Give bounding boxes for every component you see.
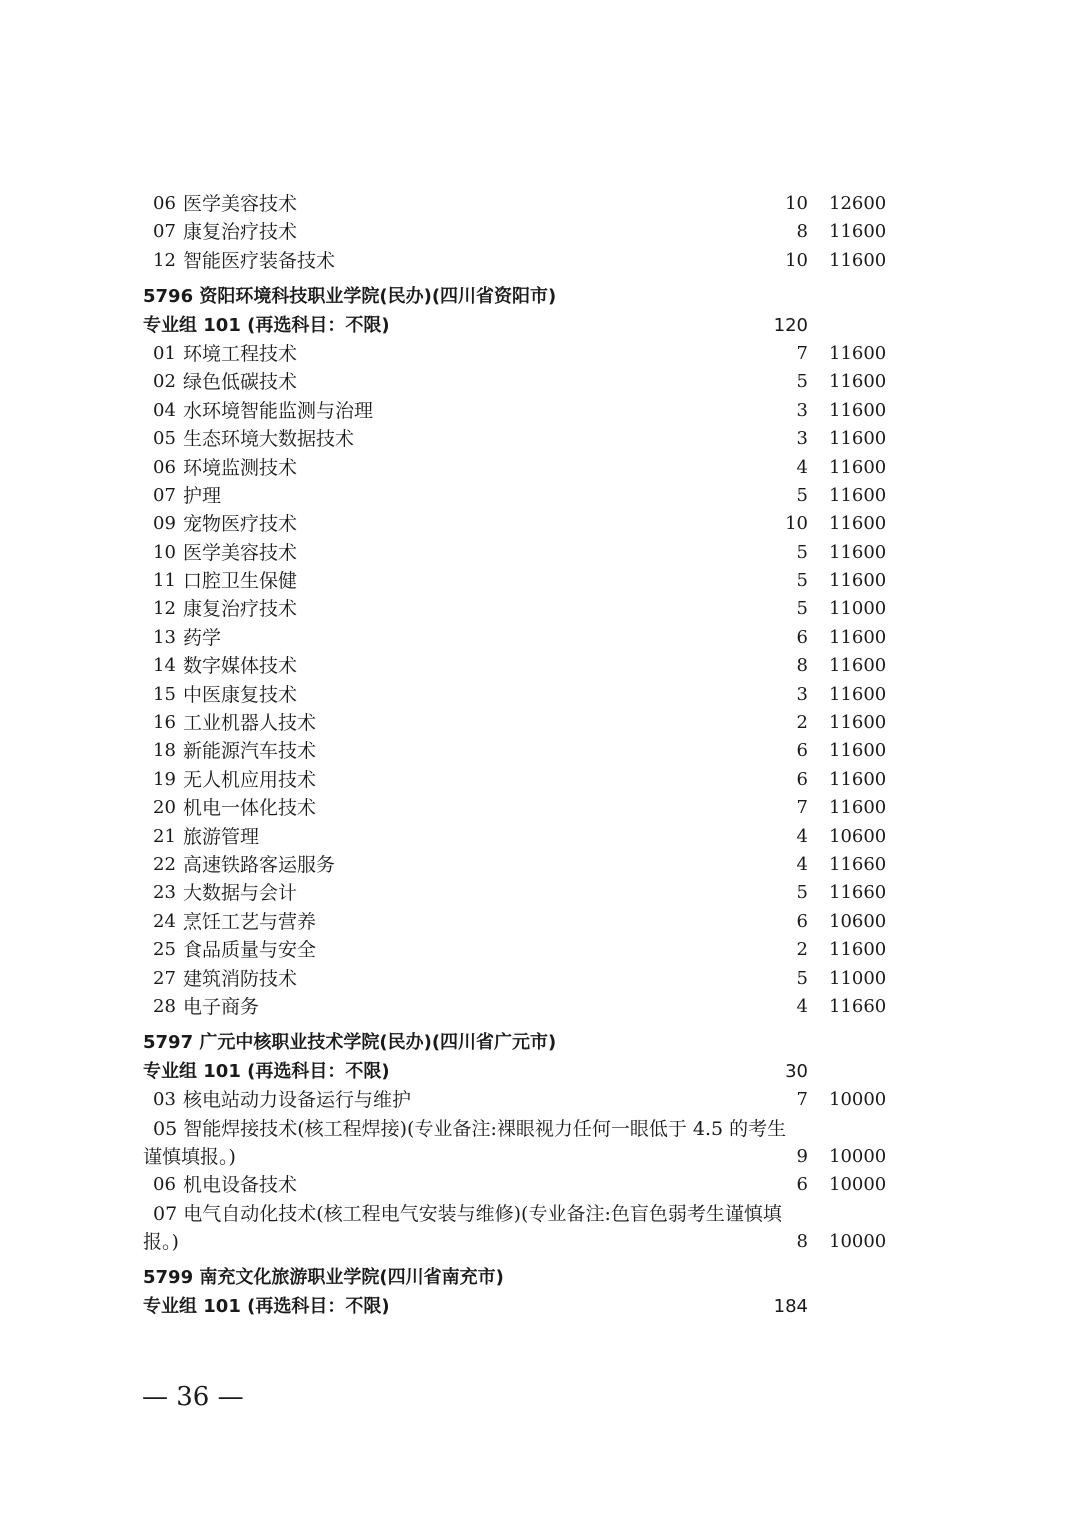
tuition-fee: 11600: [829, 249, 887, 271]
plan-count: 5: [796, 570, 808, 592]
plan-count: 3: [796, 428, 808, 450]
major-row: [0, 709, 1080, 737]
school-heading: [0, 1264, 1080, 1292]
major-row: [0, 936, 1080, 964]
tuition-fee: 10000: [829, 1231, 887, 1253]
tuition-fee: 11600: [829, 221, 887, 243]
tuition-fee: 11000: [829, 967, 887, 989]
major-row: [0, 1228, 1080, 1256]
tuition-fee: 11600: [829, 399, 887, 421]
tuition-fee: 11600: [829, 570, 887, 592]
tuition-fee: 11600: [829, 541, 887, 563]
major-code: 16: [153, 712, 176, 734]
tuition-fee: 11600: [829, 342, 887, 364]
major-name: 烹饪工艺与营养: [183, 910, 317, 933]
major-code: 06: [153, 456, 176, 478]
tuition-fee: 11600: [829, 513, 887, 535]
major-code: 19: [153, 768, 176, 790]
plan-count: 3: [796, 399, 808, 421]
document-body: [0, 190, 1080, 1321]
major-code: 06: [153, 1174, 176, 1196]
tuition-fee: 11600: [829, 939, 887, 961]
major-name: 生态环境大数据技术: [183, 428, 355, 451]
major-name: 电子商务: [183, 995, 260, 1018]
major-code: 27: [153, 967, 176, 989]
major-name: 无人机应用技术: [183, 768, 317, 791]
major-row: [0, 879, 1080, 907]
major-row: [0, 624, 1080, 652]
major-row: [0, 340, 1080, 368]
major-name: 医学美容技术: [183, 541, 298, 564]
major-name-line: 07 电气自动化技术(核工程电气安装与维修)(专业备注:色盲色弱考生谨慎填: [153, 1202, 782, 1225]
major-name: 康复治疗技术: [183, 221, 298, 244]
major-code: 04: [153, 399, 176, 421]
major-code: 25: [153, 939, 176, 961]
major-row: [0, 190, 1080, 218]
plan-count: 7: [796, 1089, 808, 1111]
tuition-fee: 11000: [829, 598, 887, 620]
major-code: 12: [153, 249, 176, 271]
major-row: [0, 595, 1080, 623]
major-code: 11: [153, 570, 176, 592]
major-name-continued: 谨慎填报。): [143, 1145, 236, 1168]
plan-count: 7: [796, 342, 808, 364]
group-label: 专业组 101 (再选科目：不限): [143, 314, 390, 336]
group-count: 120: [773, 314, 808, 336]
major-code: 21: [153, 825, 176, 847]
tuition-fee: 11600: [829, 655, 887, 677]
tuition-fee: 11600: [829, 456, 887, 478]
plan-count: 5: [796, 484, 808, 506]
major-row: [0, 681, 1080, 709]
major-name: 环境工程技术: [183, 342, 298, 365]
major-row: [0, 766, 1080, 794]
major-name: 药学: [183, 626, 222, 649]
plan-count: 8: [796, 655, 808, 677]
major-row: [0, 1115, 1080, 1143]
tuition-fee: 10000: [829, 1174, 887, 1196]
major-code: 07: [153, 221, 176, 243]
major-code: 22: [153, 853, 176, 875]
plan-count: 7: [796, 797, 808, 819]
school-name: 5797 广元中核职业技术学院(民办)(四川省广元市): [143, 1032, 557, 1054]
plan-count: 8: [796, 221, 808, 243]
major-code: 14: [153, 655, 176, 677]
plan-count: 6: [796, 740, 808, 762]
major-name: 新能源汽车技术: [183, 740, 317, 763]
plan-count: 6: [796, 910, 808, 932]
major-code: 20: [153, 797, 176, 819]
tuition-fee: 11660: [829, 853, 887, 875]
major-name: 数字媒体技术: [183, 655, 298, 678]
major-name: 环境监测技术: [183, 456, 298, 479]
major-code: 23: [153, 882, 176, 904]
plan-count: 4: [796, 456, 808, 478]
tuition-fee: 10600: [829, 910, 887, 932]
major-row: [0, 823, 1080, 851]
plan-count: 3: [796, 683, 808, 705]
tuition-fee: 11600: [829, 683, 887, 705]
major-name: 机电一体化技术: [183, 797, 317, 820]
major-code: 02: [153, 371, 176, 393]
major-row: [0, 539, 1080, 567]
major-name: 大数据与会计: [183, 882, 298, 905]
major-name: 中医康复技术: [183, 683, 298, 706]
tuition-fee: 10000: [829, 1089, 887, 1111]
major-code: 10: [153, 541, 176, 563]
major-code: 12: [153, 598, 176, 620]
tuition-fee: 11600: [829, 797, 887, 819]
major-name: 康复治疗技术: [183, 598, 298, 621]
plan-count: 5: [796, 967, 808, 989]
plan-count: 5: [796, 598, 808, 620]
plan-count: 5: [796, 541, 808, 563]
major-row: [0, 794, 1080, 822]
major-code: 13: [153, 626, 176, 648]
major-name: 旅游管理: [183, 825, 260, 848]
school-name: 5799 南充文化旅游职业学院(四川省南充市): [143, 1267, 504, 1289]
major-name: 宠物医疗技术: [183, 513, 298, 536]
page-number: — 36 —: [142, 1382, 244, 1412]
tuition-fee: 11660: [829, 882, 887, 904]
plan-count: 2: [796, 712, 808, 734]
group-heading: [0, 1293, 1080, 1321]
major-name: 智能医疗装备技术: [183, 249, 336, 272]
plan-count: 9: [796, 1145, 808, 1167]
major-row: [0, 425, 1080, 453]
plan-count: 5: [796, 371, 808, 393]
plan-count: 6: [796, 768, 808, 790]
plan-count: 10: [785, 193, 808, 214]
major-code: 09: [153, 513, 176, 535]
plan-count: 8: [796, 1231, 808, 1253]
major-row: [0, 218, 1080, 246]
major-name: 高速铁路客运服务: [183, 853, 336, 876]
major-row: [0, 482, 1080, 510]
tuition-fee: 11600: [829, 626, 887, 648]
major-row: [0, 1143, 1080, 1171]
tuition-fee: 12600: [829, 193, 887, 214]
major-name-continued: 报。): [143, 1231, 179, 1254]
major-code: 24: [153, 910, 176, 932]
major-row: [0, 1171, 1080, 1199]
major-name: 水环境智能监测与治理: [183, 399, 374, 422]
tuition-fee: 11600: [829, 768, 887, 790]
tuition-fee: 11600: [829, 712, 887, 734]
plan-count: 6: [796, 1174, 808, 1196]
major-code: 15: [153, 683, 176, 705]
tuition-fee: 11600: [829, 484, 887, 506]
group-label: 专业组 101 (再选科目：不限): [143, 1295, 390, 1317]
group-count: 184: [773, 1295, 808, 1317]
major-row: [0, 454, 1080, 482]
group-heading: [0, 312, 1080, 340]
major-name: 护理: [183, 484, 222, 507]
major-row: [0, 368, 1080, 396]
group-count: 30: [785, 1060, 808, 1082]
major-code: 28: [153, 995, 176, 1017]
plan-count: 4: [796, 853, 808, 875]
plan-count: 4: [796, 825, 808, 847]
tuition-fee: 10600: [829, 825, 887, 847]
major-name: 机电设备技术: [183, 1174, 298, 1197]
major-name: 食品质量与安全: [183, 939, 317, 962]
major-row: [0, 737, 1080, 765]
major-name: 绿色低碳技术: [183, 371, 298, 394]
tuition-fee: 11660: [829, 995, 887, 1017]
major-row: [0, 908, 1080, 936]
major-name: 建筑消防技术: [183, 967, 298, 990]
major-code: 06: [153, 193, 176, 214]
major-code: 05: [153, 428, 176, 450]
plan-count: 6: [796, 626, 808, 648]
major-row: [0, 851, 1080, 879]
major-code: 03: [153, 1089, 176, 1111]
tuition-fee: 11600: [829, 740, 887, 762]
school-heading: [0, 1029, 1080, 1057]
major-name: 医学美容技术: [183, 193, 298, 215]
major-row: [0, 965, 1080, 993]
major-code: 18: [153, 740, 176, 762]
plan-count: 4: [796, 995, 808, 1017]
major-name-line: 05 智能焊接技术(核工程焊接)(专业备注:裸眼视力任何一眼低于 4.5 的考生: [153, 1117, 787, 1140]
major-name: 核电站动力设备运行与维护: [183, 1089, 412, 1112]
plan-count: 10: [785, 249, 808, 271]
school-name: 5796 资阳环境科技职业学院(民办)(四川省资阳市): [143, 286, 557, 308]
plan-count: 5: [796, 882, 808, 904]
major-row: [0, 993, 1080, 1021]
group-label: 专业组 101 (再选科目：不限): [143, 1060, 390, 1082]
major-row: [0, 1200, 1080, 1228]
major-name: 工业机器人技术: [183, 712, 317, 735]
major-row: [0, 567, 1080, 595]
plan-count: 10: [785, 513, 808, 535]
major-code: 01: [153, 342, 176, 364]
major-code: 07: [153, 484, 176, 506]
group-heading: [0, 1058, 1080, 1086]
major-row: [0, 397, 1080, 425]
school-heading: [0, 283, 1080, 311]
major-row: [0, 1086, 1080, 1114]
tuition-fee: 10000: [829, 1145, 887, 1167]
major-name: 口腔卫生保健: [183, 570, 298, 593]
plan-count: 2: [796, 939, 808, 961]
tuition-fee: 11600: [829, 428, 887, 450]
major-row: [0, 247, 1080, 275]
tuition-fee: 11600: [829, 371, 887, 393]
major-row: [0, 510, 1080, 538]
major-row: [0, 652, 1080, 680]
